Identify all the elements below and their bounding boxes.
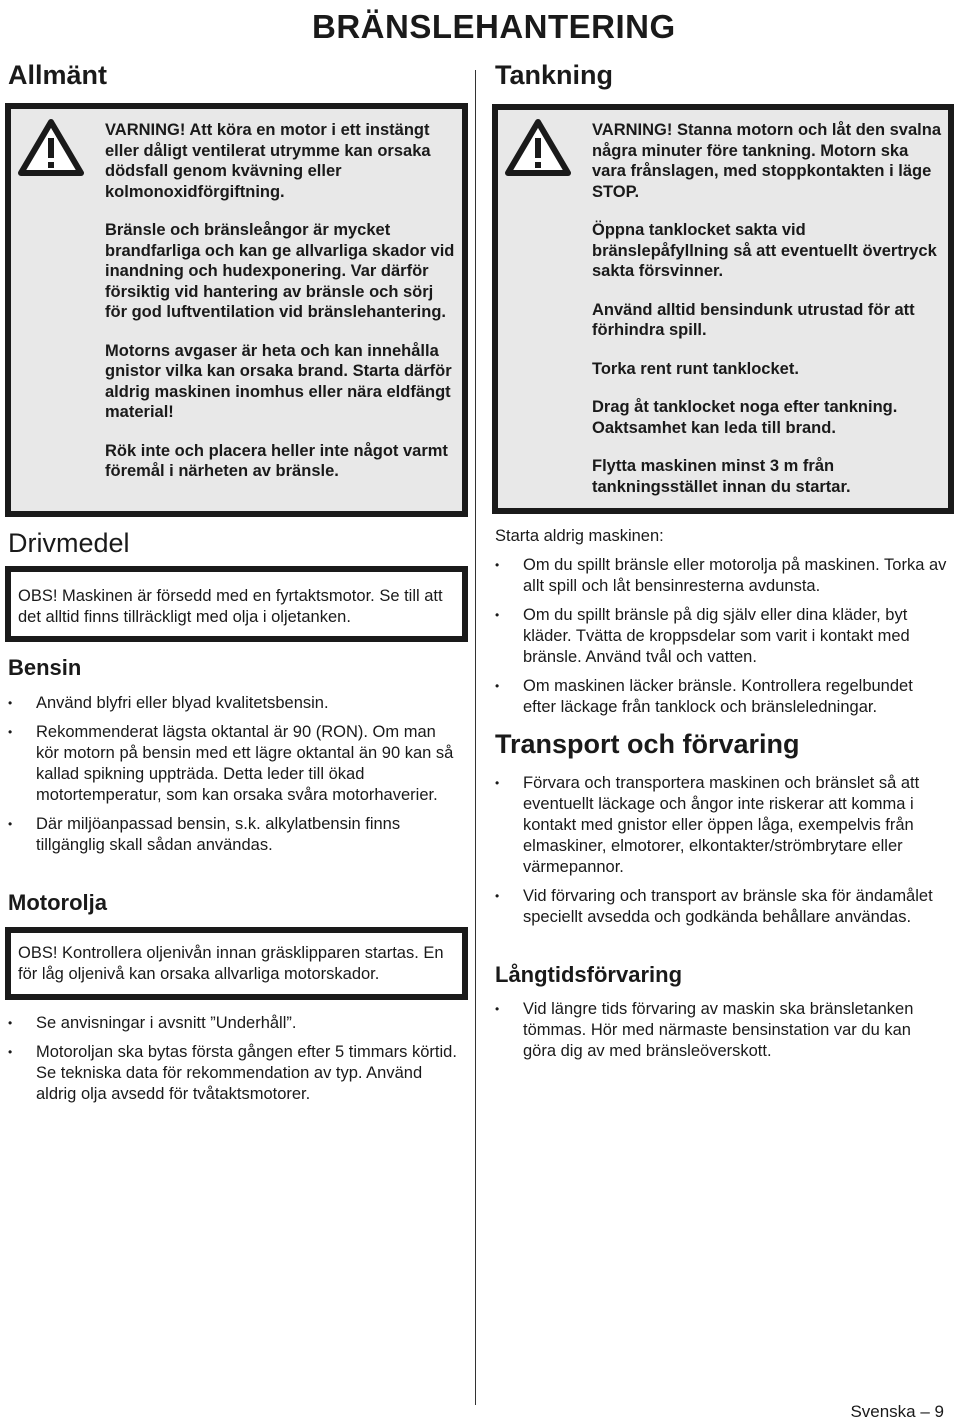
warning-paragraph: Drag åt tanklocket noga efter tankning. Oaktsamhet kan leda till brand. (592, 398, 898, 437)
obs-paragraph: OBS! Kontrollera oljenivån innan gräsklipparen startas. En för låg oljenivå kan orsaka allvarliga motorskador. (18, 944, 444, 983)
column-divider (475, 70, 476, 1405)
list-item: • Om du spillt bränsle eller motorolja på maskinen. Torka av allt spill och låt bensinresterna avdunsta. (495, 555, 947, 597)
warning-paragraph: Öppna tanklocket sakta vid bränslepåfyllning så att eventuellt övertryck sakta försvinner. (592, 221, 937, 280)
transport-list (495, 773, 947, 936)
heading-transport: Transport och förvaring (495, 729, 800, 759)
warning-paragraph: Använd alltid bensindunk utrustad för att förhindra spill. (592, 300, 915, 339)
obs-text-drivmedel (18, 586, 458, 628)
page-title: BRÄNSLEHANTERING (312, 8, 676, 45)
warning-paragraph: Torka rent runt tanklocket. (592, 359, 799, 378)
list-item: • Om maskinen läcker bränsle. Kontrollera regelbundet efter läckage från tanklock och bränsleledningar. (495, 676, 947, 718)
tankning-list (495, 555, 947, 726)
heading-langtid: Långtidsförvaring (495, 962, 683, 987)
obs-text-motorolja (18, 943, 458, 985)
heading-bensin: Bensin (8, 655, 82, 680)
start-intro-text: Starta aldrig maskinen: (495, 527, 664, 545)
page-footer: Svenska – 9 (850, 1402, 944, 1421)
heading-drivmedel: Drivmedel (8, 528, 130, 558)
list-item: • Vid förvaring och transport av bränsle ska för ändamålet speciellt avsedda och godkända behållare användas. (495, 886, 947, 928)
warning-paragraph: Flytta maskinen minst 3 m från tankningsstället innan du startar. (592, 457, 851, 496)
list-item: • Använd blyfri eller blyad kvalitetsbensin. (8, 693, 458, 714)
warning-paragraph: VARNING! Stanna motorn och låt den svalna några minuter före tankning. Motorn ska vara frånslagen, med stoppkontakten i läge STOP. (592, 121, 941, 201)
bensin-list (8, 693, 458, 864)
warning-paragraph: Bränsle och bränsleångor är mycket brandfarliga och kan ge allvarliga skador vid inandning och hudexponering. Var därför försiktig vid hantering av bränsle och sörj för god luftventilation vid bränslehantering. (105, 221, 455, 321)
list-item: • Där miljöanpassad bensin, s.k. alkylatbensin finns tillgänglig skall sådan användas. (8, 814, 458, 856)
warning-paragraph: VARNING! Att köra en motor i ett instängt eller dåligt ventilerat utrymme kan orsaka dödsfall genom kvävning eller kolmonoxidförgiftning. (105, 121, 431, 201)
warning-paragraph: Rök inte och placera heller inte något varmt föremål i närheten av bränsle. (105, 441, 448, 480)
heading-tankning: Tankning (495, 60, 613, 90)
obs-paragraph: OBS! Maskinen är försedd med en fyrtaktsmotor. Se till att det alltid finns tillräckligt med olja i oljetanken. (18, 587, 443, 626)
heading-allmant: Allmänt (8, 60, 108, 90)
langtid-list (495, 999, 947, 1070)
list-item: • Rekommenderat lägsta oktantal är 90 (RON). Om man kör motorn på bensin med ett lägre oktantal än 90 kan så kallad spikning uppträda. Detta leder till ökad motortemperatur, som kan orsaka svåra motorhaverier. (8, 722, 458, 806)
list-item: • Motoroljan ska bytas första gången efter 5 timmars körtid. Se tekniska data för rekommendation av typ. Använd aldrig olja avsedd för tvåtaktsmotorer. (8, 1042, 458, 1105)
warning-paragraph: Motorns avgaser är heta och kan innehålla gnistor vilka kan orsaka brand. Starta därför aldrig maskinen inomhus eller nära eldfängt material! (105, 341, 452, 421)
list-item: • Förvara och transportera maskinen och bränslet så att eventuellt läckage och ångor inte riskerar att komma i kontakt med gnistor eller öppen låga, exempelvis från elmaskiner, elmotorer, elkontakter/strömbrytare eller värmepannor. (495, 773, 947, 878)
warning-text-tankning (592, 120, 944, 515)
list-item: • Vid längre tids förvaring av maskin ska bränsletanken tömmas. Hör med närmaste bensinstation var du kan göra dig av med bränsleöverskott. (495, 999, 947, 1062)
warning-text-allmant (105, 120, 457, 500)
warning-triangle-icon (505, 118, 571, 176)
heading-motorolja: Motorolja (8, 890, 107, 915)
list-item: • Se anvisningar i avsnitt ”Underhåll”. (8, 1013, 458, 1034)
motorolja-list (8, 1013, 458, 1113)
warning-triangle-icon (18, 118, 84, 176)
list-item: • Om du spillt bränsle på dig själv eller dina kläder, byt kläder. Tvätta de kroppsdelar som varit i kontakt med bränsle. Använd tvål och vatten. (495, 605, 947, 668)
